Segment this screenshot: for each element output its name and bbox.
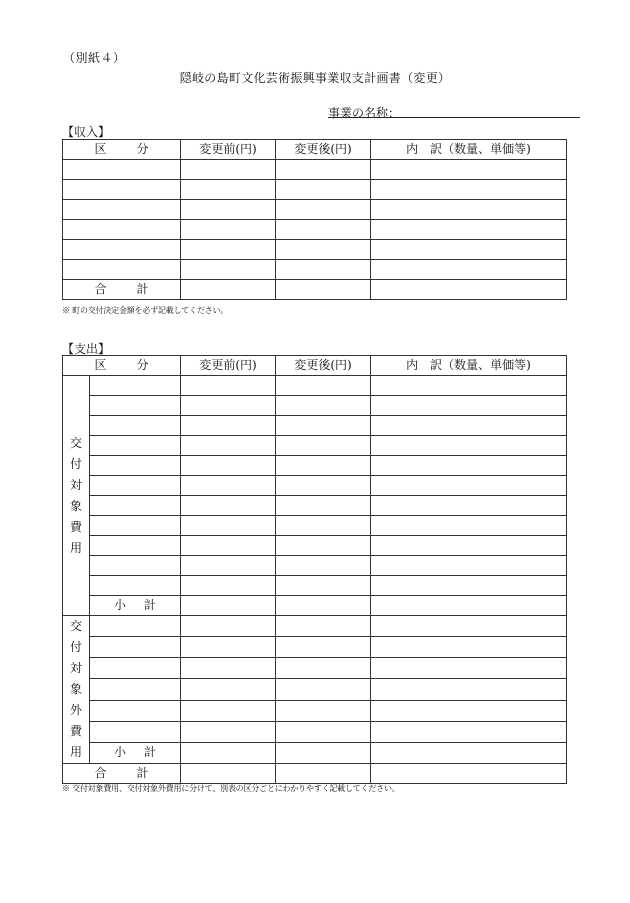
expense-cell[interactable]: [90, 376, 181, 396]
expense-ineligible-row: [63, 721, 567, 742]
expense-cell[interactable]: [371, 376, 567, 396]
expense-cell[interactable]: [181, 679, 276, 700]
expense-cell[interactable]: [90, 416, 181, 436]
expense-cell[interactable]: [371, 496, 567, 516]
expense-cell[interactable]: [276, 416, 371, 436]
expense-eligible-row: [63, 496, 567, 516]
expense-cell[interactable]: [181, 376, 276, 396]
expense-cell[interactable]: [181, 436, 276, 456]
income-row: [63, 220, 567, 240]
expense-cell[interactable]: [371, 637, 567, 658]
ineligible-subtotal-row: [63, 742, 567, 763]
income-cell[interactable]: [63, 180, 181, 200]
expense-eligible-row: [63, 416, 567, 436]
expense-eligible-row: [63, 456, 567, 476]
income-cell[interactable]: [63, 160, 181, 180]
income-header-before: 変更前(円): [181, 140, 276, 160]
expense-cell[interactable]: [276, 637, 371, 658]
expense-cell[interactable]: [371, 658, 567, 679]
income-cell[interactable]: [181, 260, 276, 280]
income-total-cell[interactable]: [181, 280, 276, 300]
expense-cell[interactable]: [90, 396, 181, 416]
expense-cell[interactable]: [90, 700, 181, 721]
expense-cell[interactable]: [181, 476, 276, 496]
expense-cell[interactable]: [181, 742, 276, 763]
income-row: [63, 180, 567, 200]
expense-cell[interactable]: [276, 658, 371, 679]
expense-cell[interactable]: [371, 396, 567, 416]
expense-cell[interactable]: [276, 436, 371, 456]
income-cell[interactable]: [181, 220, 276, 240]
expense-total-cell[interactable]: [276, 764, 371, 784]
expense-cell[interactable]: [90, 456, 181, 476]
expense-cell[interactable]: [371, 576, 567, 596]
expense-cell[interactable]: [371, 556, 567, 576]
expense-cell[interactable]: [181, 556, 276, 576]
income-cell[interactable]: [276, 200, 371, 220]
expense-cell[interactable]: [276, 576, 371, 596]
expense-cell[interactable]: [90, 658, 181, 679]
income-cell[interactable]: [63, 260, 181, 280]
expense-cell[interactable]: [371, 596, 567, 616]
expense-total-cell[interactable]: [181, 764, 276, 784]
expense-eligible-row: [63, 476, 567, 496]
expense-cell[interactable]: [371, 476, 567, 496]
expense-cell[interactable]: [276, 742, 371, 763]
expense-cell[interactable]: [371, 742, 567, 763]
expense-note: ※ 交付対象費用、交付対象外費用に分けて、別表の区分ごとにわかりやすく記載してください。: [62, 784, 400, 793]
project-name-label: 事業の名称：: [328, 106, 401, 120]
income-cell[interactable]: [371, 260, 567, 280]
expense-eligible-row: [63, 576, 567, 596]
expense-cell[interactable]: [276, 596, 371, 616]
income-cell[interactable]: [276, 180, 371, 200]
expense-cell[interactable]: [181, 516, 276, 536]
expense-cell[interactable]: [276, 679, 371, 700]
expense-cell[interactable]: [276, 700, 371, 721]
expense-eligible-row: [63, 376, 567, 396]
expense-total-cell[interactable]: [371, 764, 567, 784]
expense-ineligible-row: [63, 616, 567, 637]
expense-ineligible-row: [63, 637, 567, 658]
expense-cell[interactable]: [371, 536, 567, 556]
expense-cell[interactable]: [181, 637, 276, 658]
expense-cell[interactable]: [276, 556, 371, 576]
income-total-row: [63, 280, 567, 300]
income-cell[interactable]: [63, 200, 181, 220]
expense-cell[interactable]: [371, 456, 567, 476]
expense-cell[interactable]: [371, 700, 567, 721]
expense-eligible-row: [63, 396, 567, 416]
project-name-field[interactable]: [328, 117, 580, 118]
expense-cell[interactable]: [276, 721, 371, 742]
expense-cell[interactable]: [90, 616, 181, 637]
ineligible-subtotal-label: 小 計: [90, 742, 181, 763]
expense-cell[interactable]: [181, 616, 276, 637]
document-label: （別紙４）: [63, 51, 126, 65]
expense-header-after: 変更後(円): [276, 356, 371, 376]
expense-cell[interactable]: [181, 536, 276, 556]
income-row: [63, 160, 567, 180]
expense-section-label: 【支出】: [62, 342, 111, 356]
expense-cell[interactable]: [90, 721, 181, 742]
expense-cell[interactable]: [90, 436, 181, 456]
income-table: [62, 139, 567, 300]
expense-cell[interactable]: [181, 700, 276, 721]
income-cell[interactable]: [181, 160, 276, 180]
expense-eligible-row: [63, 556, 567, 576]
income-header-after: 変更後(円): [276, 140, 371, 160]
expense-cell[interactable]: [181, 721, 276, 742]
expense-cell[interactable]: [276, 376, 371, 396]
income-header-category: 区 分: [63, 140, 181, 160]
income-cell[interactable]: [63, 240, 181, 260]
income-cell[interactable]: [276, 260, 371, 280]
income-total-cell[interactable]: [371, 280, 567, 300]
expense-eligible-row: [63, 536, 567, 556]
income-row: [63, 200, 567, 220]
income-total-label: 合 計: [63, 280, 181, 300]
expense-cell[interactable]: [371, 616, 567, 637]
expense-cell[interactable]: [276, 456, 371, 476]
expense-header-detail: 内 訳（数量、単価等): [371, 356, 567, 376]
expense-cell[interactable]: [371, 516, 567, 536]
income-row: [63, 240, 567, 260]
expense-cell[interactable]: [181, 596, 276, 616]
expense-cell[interactable]: [181, 416, 276, 436]
expense-cell[interactable]: [276, 396, 371, 416]
expense-ineligible-row: [63, 679, 567, 700]
income-cell[interactable]: [371, 200, 567, 220]
ineligible-group-label: 交 付 対 象 外 費 用: [63, 616, 90, 764]
income-row: [63, 260, 567, 280]
expense-cell[interactable]: [90, 556, 181, 576]
expense-eligible-row: [63, 436, 567, 456]
income-cell[interactable]: [181, 240, 276, 260]
document-title: 隠岐の島町文化芸術振興事業収支計画書（変更）: [179, 71, 451, 85]
expense-cell[interactable]: [90, 637, 181, 658]
income-note: ※ 町の交付決定金額を必ず記載してください。: [62, 306, 229, 315]
income-header-row: [63, 140, 567, 160]
income-total-cell[interactable]: [276, 280, 371, 300]
expense-cell[interactable]: [276, 476, 371, 496]
expense-ineligible-row: [63, 700, 567, 721]
expense-cell[interactable]: [276, 516, 371, 536]
expense-header-before: 変更前(円): [181, 356, 276, 376]
eligible-subtotal-label: 小 計: [90, 596, 181, 616]
expense-cell[interactable]: [181, 456, 276, 476]
expense-cell[interactable]: [371, 721, 567, 742]
expense-cell[interactable]: [90, 516, 181, 536]
income-header-detail: 内 訳（数量、単価等): [371, 140, 567, 160]
eligible-group-label: 交 付 対 象 費 用: [63, 376, 90, 616]
expense-cell[interactable]: [90, 476, 181, 496]
income-cell[interactable]: [371, 240, 567, 260]
income-cell[interactable]: [181, 180, 276, 200]
expense-cell[interactable]: [181, 496, 276, 516]
expense-cell[interactable]: [181, 658, 276, 679]
expense-cell[interactable]: [90, 536, 181, 556]
income-cell[interactable]: [371, 220, 567, 240]
expense-cell[interactable]: [90, 496, 181, 516]
income-cell[interactable]: [181, 200, 276, 220]
expense-header-category: 区 分: [63, 356, 181, 376]
expense-total-label: 合 計: [63, 764, 181, 784]
expense-cell[interactable]: [371, 679, 567, 700]
income-cell[interactable]: [276, 160, 371, 180]
expense-cell[interactable]: [90, 679, 181, 700]
expense-ineligible-row: [63, 658, 567, 679]
expense-cell[interactable]: [276, 536, 371, 556]
eligible-subtotal-row: [63, 596, 567, 616]
income-cell[interactable]: [276, 220, 371, 240]
income-cell[interactable]: [276, 240, 371, 260]
expense-cell[interactable]: [371, 416, 567, 436]
expense-eligible-row: [63, 516, 567, 536]
expense-cell[interactable]: [90, 576, 181, 596]
expense-cell[interactable]: [371, 436, 567, 456]
expense-total-row: [63, 764, 567, 784]
expense-cell[interactable]: [181, 396, 276, 416]
expense-cell[interactable]: [276, 496, 371, 516]
expense-header-row: [63, 356, 567, 376]
expense-table: [62, 355, 567, 784]
income-section-label: 【収入】: [62, 125, 111, 139]
income-cell[interactable]: [371, 160, 567, 180]
expense-cell[interactable]: [181, 576, 276, 596]
income-cell[interactable]: [63, 220, 181, 240]
expense-cell[interactable]: [276, 616, 371, 637]
income-cell[interactable]: [371, 180, 567, 200]
